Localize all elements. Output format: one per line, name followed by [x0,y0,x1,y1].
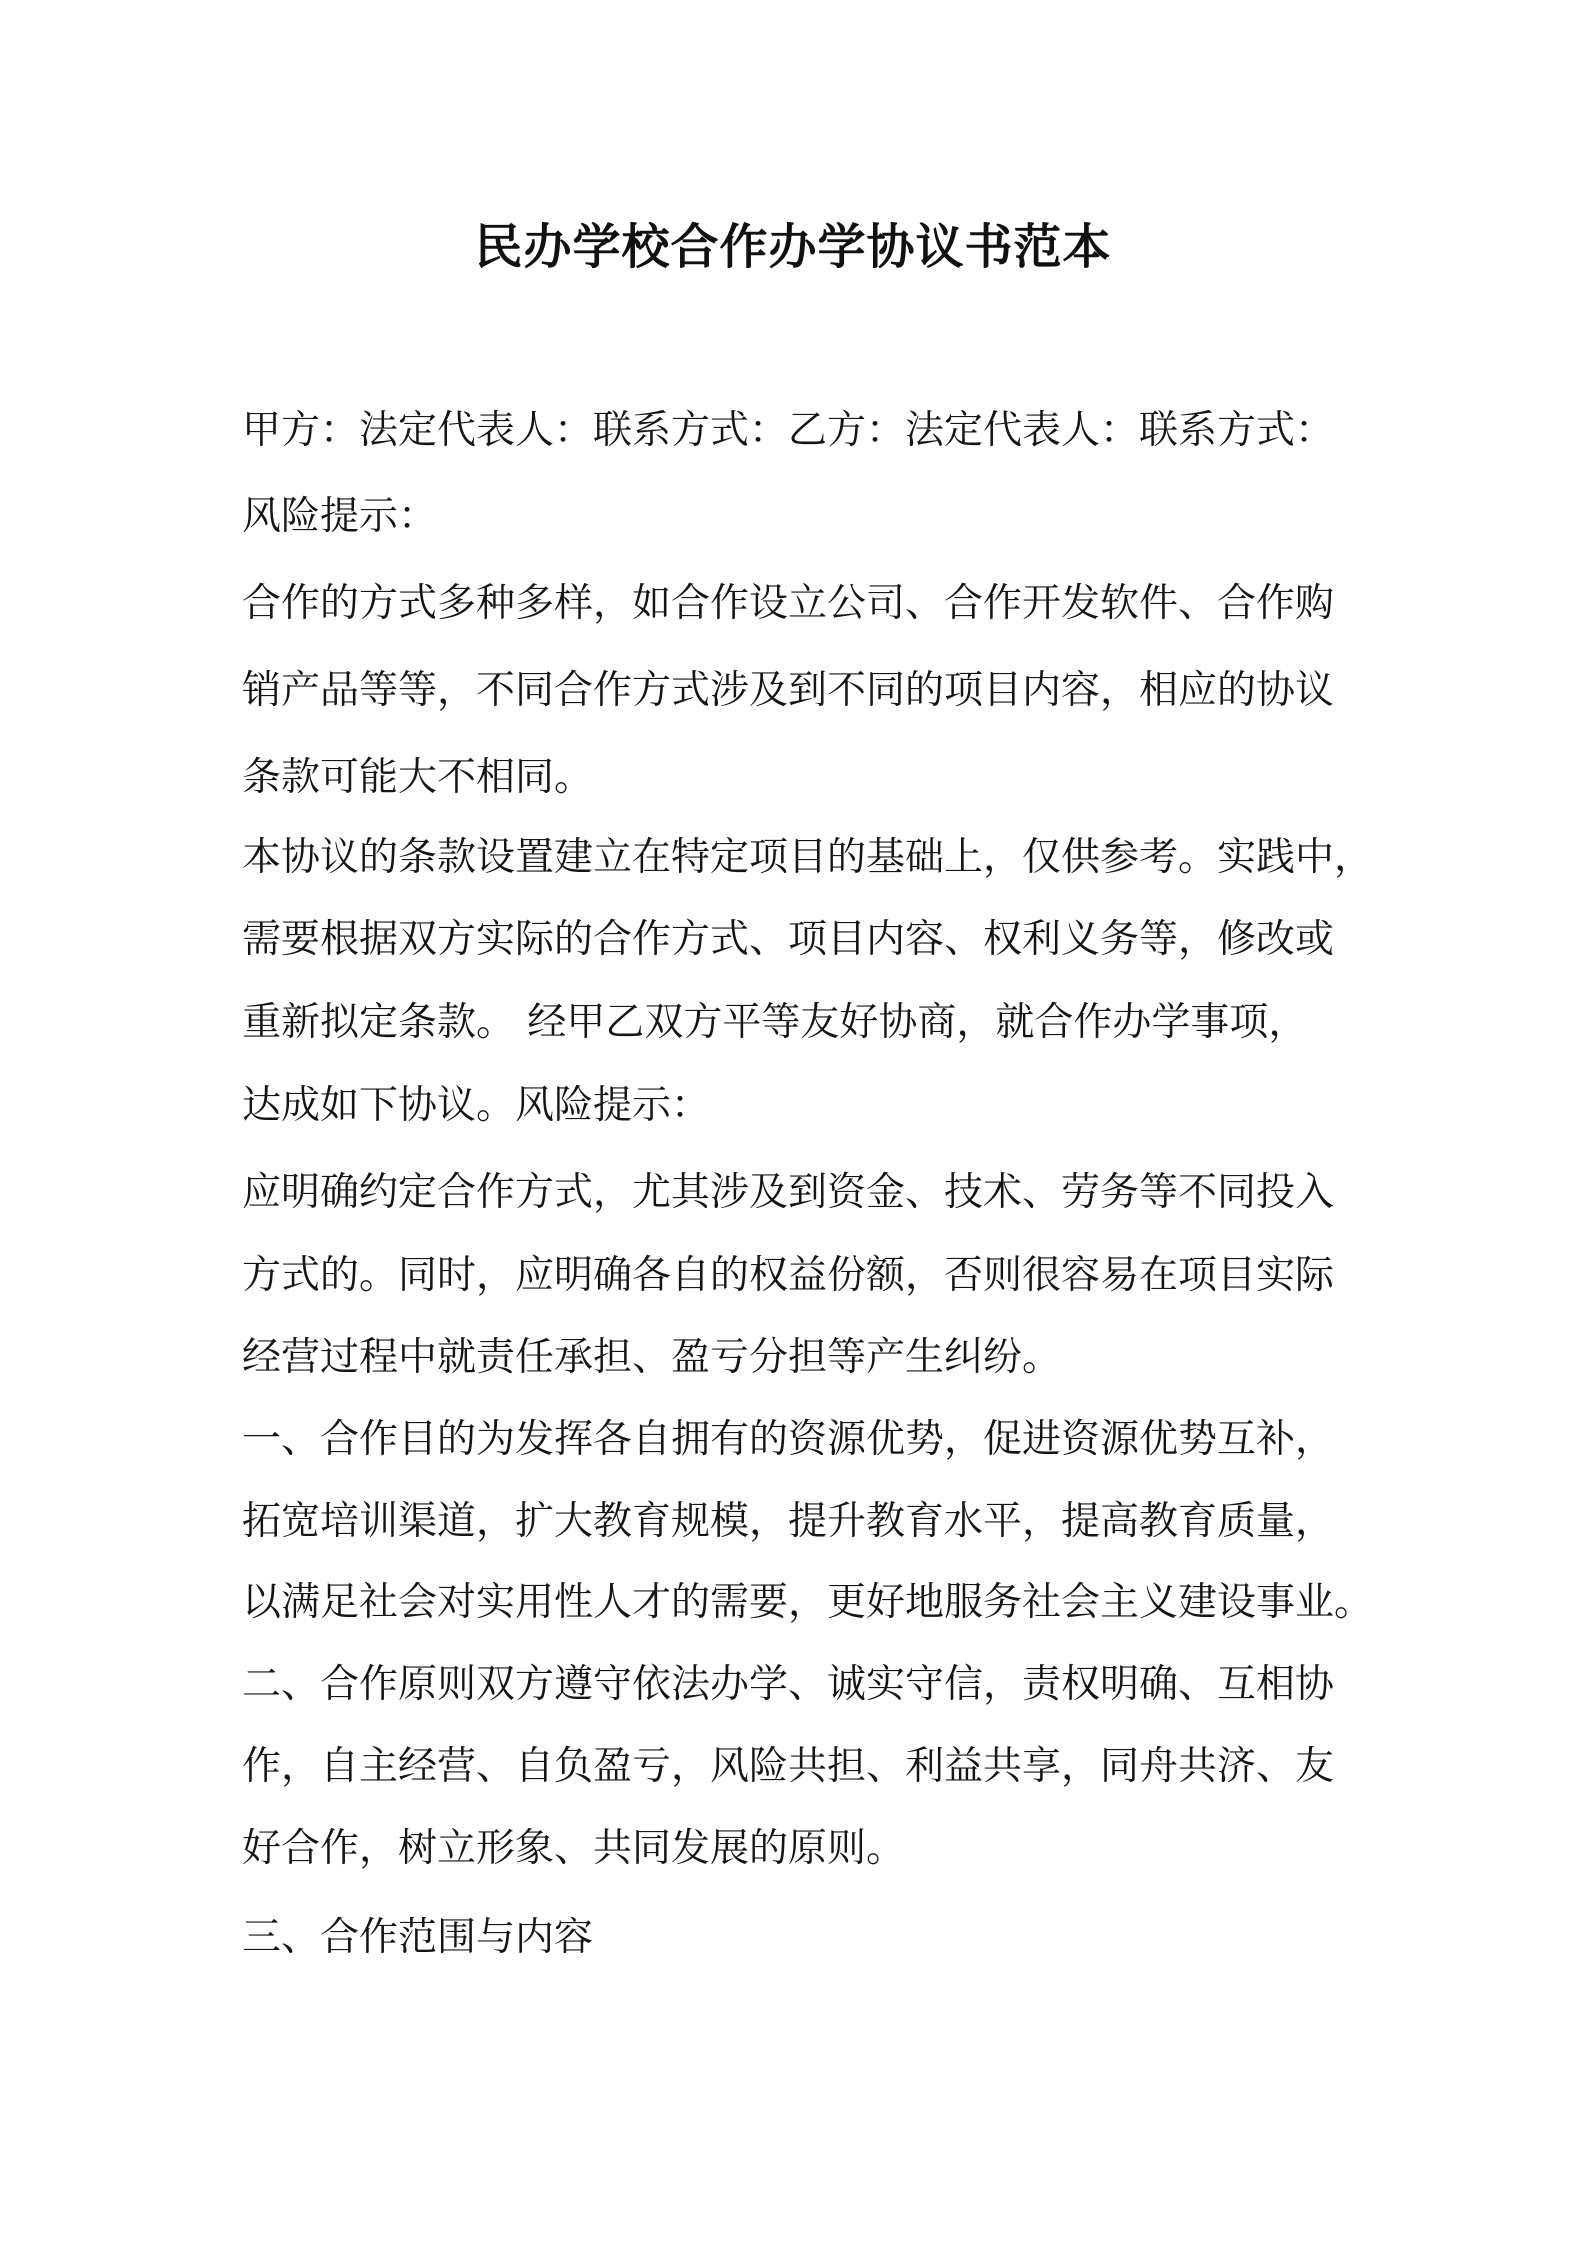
text-line: 作，自主经营、自负盈亏，风险共担、利益共享，同舟共济、友 [242,1744,1335,1789]
section-heading-scope: 三、合作范围与内容 [242,1915,594,1960]
text-line: 需要根据双方实际的合作方式、项目内容、权利义务等，修改或 [242,917,1335,962]
text-line: 拓宽培训渠道，扩大教育规模，提升教育水平，提高教育质量， [242,1499,1335,1544]
section-heading-principles: 二、合作原则双方遵守依法办学、诚实守信，责权明确、互相协 [242,1662,1335,1707]
text-line: 应明确约定合作方式，尤其涉及到资金、技术、劳务等不同投入 [242,1170,1335,1215]
text-line: 销产品等等，不同合作方式涉及到不同的项目内容，相应的协议 [242,668,1335,713]
text-line: 重新拟定条款。 经甲乙双方平等友好协商，就合作办学事项， [242,1000,1308,1045]
text-line: 本协议的条款设置建立在特定项目的基础上，仅供参考。实践中， [242,835,1374,880]
section-heading-purpose: 一、合作目的为发挥各自拥有的资源优势，促进资源优势互补， [242,1417,1335,1462]
text-line: 经营过程中就责任承担、盈亏分担等产生纠纷。 [242,1335,1062,1380]
text-line: 合作的方式多种多样，如合作设立公司、合作开发软件、合作购 [242,581,1335,626]
text-line: 好合作，树立形象、共同发展的原则。 [242,1826,906,1871]
text-line: 方式的。同时，应明确各自的权益份额，否则很容易在项目实际 [242,1253,1335,1298]
text-line: 条款可能大不相同。 [242,755,594,800]
text-line: 风险提示： [242,494,438,539]
text-line: 以满足社会对实用性人才的需要，更好地服务社会主义建设事业。 [242,1580,1374,1625]
text-line-parties: 甲方：法定代表人：联系方式：乙方：法定代表人：联系方式： [242,408,1335,453]
text-line: 达成如下协议。风险提示： [242,1083,711,1128]
document-title: 民办学校合作办学协议书范本 [474,219,1112,275]
